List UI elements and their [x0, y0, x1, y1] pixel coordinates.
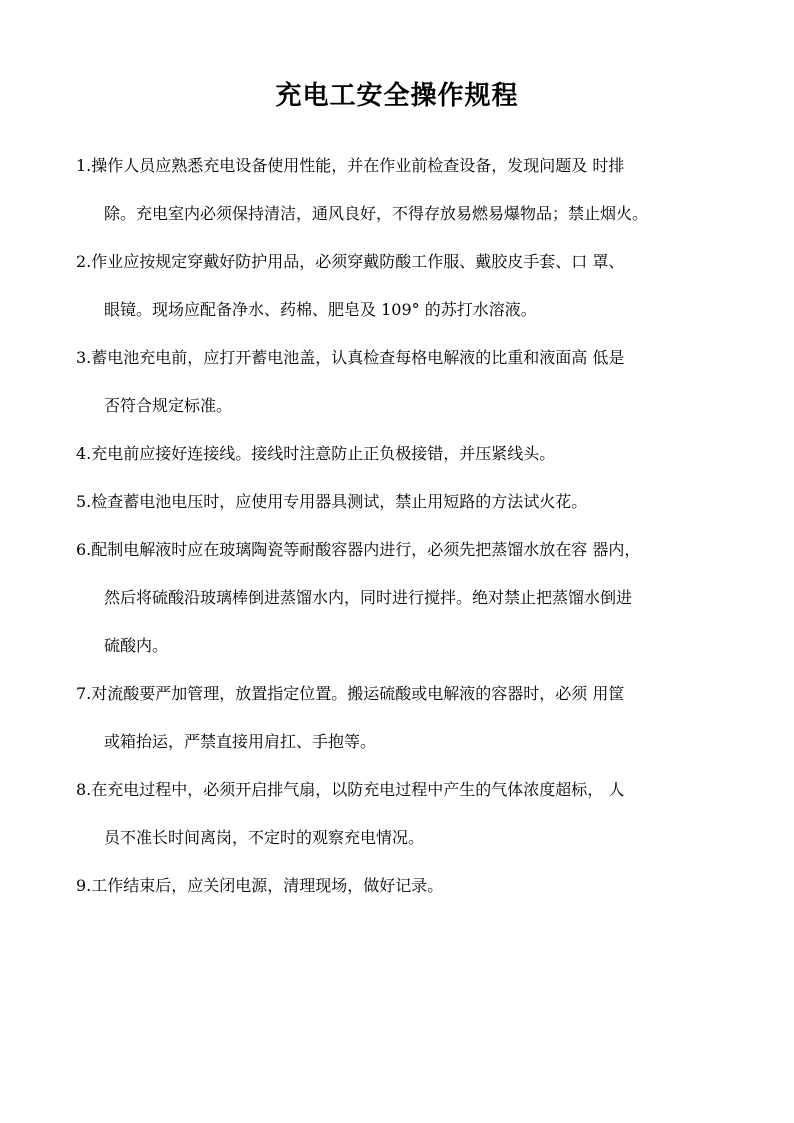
- rule-1-line-2: 除。充电室内必须保持清洁，通风良好，不得存放易燃易爆物品；禁止烟火。: [104, 204, 649, 223]
- rule-8-line-2: 员不准长时间离岗，不定时的观察充电情况。: [104, 828, 425, 847]
- rule-9-line-1: [76, 873, 726, 899]
- rule-8-line-1: [76, 777, 726, 803]
- rule-6-line-2: 然后将硫酸沿玻璃棒倒进蒸馏水内，同时进行搅拌。绝对禁止把蒸馏水倒进: [104, 588, 633, 607]
- rule-3-line-2: 否符合规定标准。: [104, 396, 233, 415]
- rule-6-line-1: [76, 537, 726, 563]
- rule-number: 1.: [76, 156, 92, 175]
- rule-number: 4.: [76, 444, 92, 463]
- rule-7-line-1: [76, 681, 726, 707]
- rule-text: 充电前应接好连接线。接线时注意防止正负极接错，并压紧线头。: [91, 444, 556, 463]
- rule-text: 在充电过程中，必须开启排气扇，以防充电过程中产生的气体浓度超标， 人: [91, 780, 625, 799]
- rule-7-line-2: 或箱抬运，严禁直接用肩扛、手抱等。: [104, 732, 377, 751]
- rule-number: 2.: [76, 252, 92, 271]
- rule-6-line-3: 硫酸内。: [104, 636, 169, 655]
- rule-number: 5.: [76, 492, 92, 511]
- document-title: 充电工安全操作规程: [275, 81, 519, 111]
- rule-text: 对流酸要严加管理，放置指定位置。搬运硫酸或电解液的容器时，必须 用筐: [91, 684, 625, 703]
- rule-number: 6.: [76, 540, 92, 559]
- rule-2-line-2: 眼镜。现场应配备净水、药棉、肥皂及 109° 的苏打水溶液。: [104, 300, 537, 319]
- rule-3-line-1: [76, 345, 726, 371]
- rule-text: 蓄电池充电前，应打开蓄电池盖，认真检查每格电解液的比重和液面高 低是: [91, 348, 625, 367]
- rule-2-line-1: [76, 249, 726, 275]
- rule-text: 工作结束后，应关闭电源，清理现场，做好记录。: [91, 876, 444, 895]
- rule-text: 操作人员应熟悉充电设备使用性能，并在作业前检查设备，发现问题及 时排: [91, 156, 625, 175]
- rule-number: 7.: [76, 684, 92, 703]
- rule-number: 3.: [76, 348, 92, 367]
- rule-number: 8.: [76, 780, 92, 799]
- rule-4-line-1: [76, 441, 726, 467]
- rule-text: 配制电解液时应在玻璃陶瓷等耐酸容器内进行，必须先把蒸馏水放在容 器内，: [91, 540, 641, 559]
- rule-5-line-1: [76, 489, 726, 515]
- rule-text: 检查蓄电池电压时，应使用专用器具测试，禁止用短路的方法试火花。: [91, 492, 588, 511]
- rule-number: 9.: [76, 876, 92, 895]
- rule-1-line-1: [76, 153, 726, 179]
- rule-text: 作业应按规定穿戴好防护用品，必须穿戴防酸工作服、戴胶皮手套、口 罩、: [91, 252, 625, 271]
